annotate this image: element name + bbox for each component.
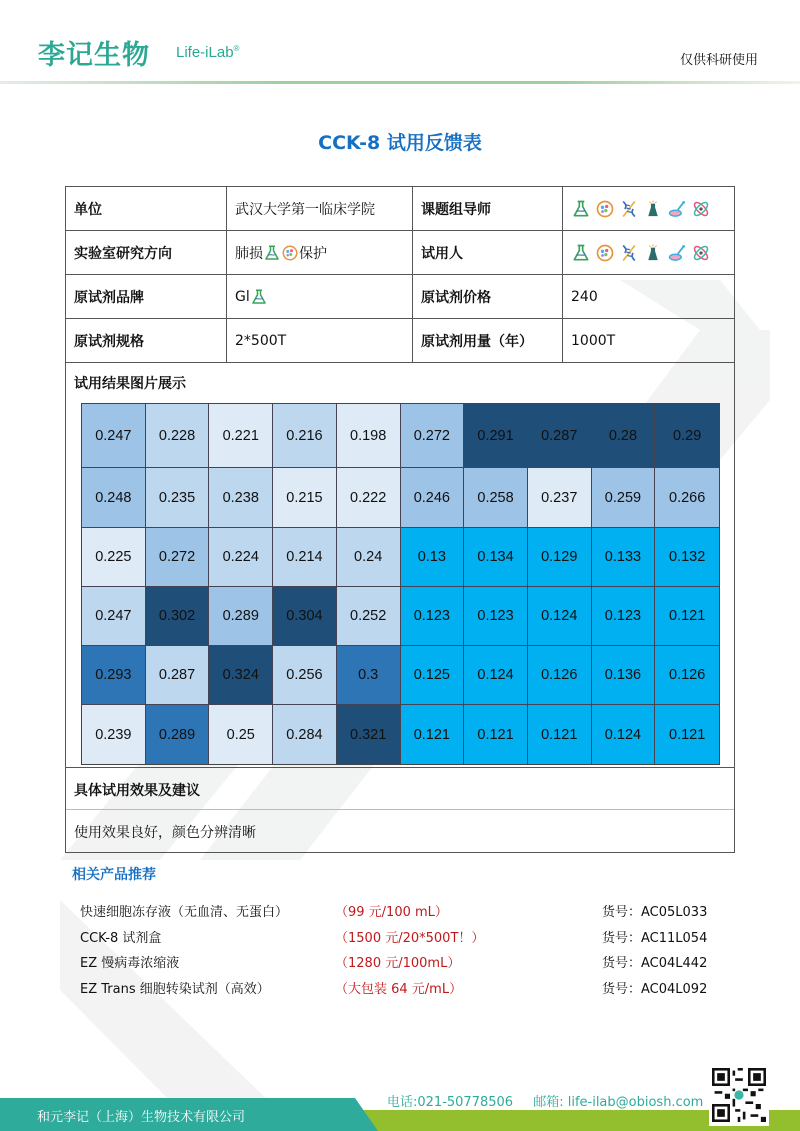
heatmap-cell: 0.222 xyxy=(337,468,401,528)
heatmap-cell: 0.133 xyxy=(592,528,656,587)
heatmap-cell: 0.304 xyxy=(273,587,337,646)
research-use-only-note: 仅供科研使用 xyxy=(679,53,758,68)
heatmap-cell: 0.239 xyxy=(82,705,146,764)
heatmap-cell: 0.121 xyxy=(401,705,465,764)
heatmap-cell: 0.13 xyxy=(401,528,465,587)
footer-email[interactable]: 邮箱: life-ilab@obiosh.com xyxy=(533,1095,704,1110)
heatmap-cell: 0.29 xyxy=(655,404,719,468)
product-code: 货号：AC04L442 xyxy=(602,956,708,972)
heatmap-cell: 0.124 xyxy=(592,705,656,764)
product-item xyxy=(80,898,740,924)
heatmap-cell: 0.324 xyxy=(209,646,273,705)
heatmap-cell: 0.289 xyxy=(209,587,273,646)
heatmap-cell: 0.216 xyxy=(273,404,337,468)
heatmap-cell: 0.237 xyxy=(528,468,592,528)
heatmap-cell: 0.287 xyxy=(146,646,210,705)
heatmap-cell: 0.129 xyxy=(528,528,592,587)
label-research-direction: 实验室研究方向 xyxy=(66,231,227,274)
product-name: EZ 慢病毒浓缩液 xyxy=(80,956,180,972)
heatmap-cell: 0.246 xyxy=(401,468,465,528)
footer-company-name: 和元李记（上海）生物技术有限公司 xyxy=(37,1110,246,1125)
product-price: （大包装 64 元/mL） xyxy=(335,981,463,997)
beaker-icon xyxy=(643,243,663,263)
results-label: 试用结果图片展示 xyxy=(74,376,186,392)
heatmap-cell: 0.284 xyxy=(273,705,337,764)
heatmap-cell: 0.247 xyxy=(82,587,146,646)
label-annual-usage: 原试剂用量（年） xyxy=(413,319,563,362)
heatmap-cell: 0.126 xyxy=(655,646,719,705)
flask-icon xyxy=(571,199,591,219)
advice-label: 具体试用效果及建议 xyxy=(66,768,734,810)
heatmap-cell: 0.221 xyxy=(209,404,273,468)
value-unit: 武汉大学第一临床学院 xyxy=(227,187,413,230)
brand-prefix: Gl xyxy=(235,288,250,305)
product-code: 货号：AC11L054 xyxy=(602,930,708,946)
page-title: CCK-8 试用反馈表 xyxy=(318,132,482,154)
heatmap-cell: 0.252 xyxy=(337,587,401,646)
product-item xyxy=(80,924,740,950)
heatmap-cell: 0.121 xyxy=(655,705,719,764)
heatmap-cell: 0.123 xyxy=(592,587,656,646)
heatmap-cell: 0.24 xyxy=(337,528,401,587)
heatmap-cell: 0.125 xyxy=(401,646,465,705)
brand-logo-cn: 李记生物 xyxy=(38,40,150,71)
cells-icon xyxy=(595,199,615,219)
heatmap-cell: 0.123 xyxy=(464,587,528,646)
atom-icon xyxy=(691,199,711,219)
label-original-price: 原试剂价格 xyxy=(413,275,563,318)
heatmap-cell: 0.256 xyxy=(273,646,337,705)
heatmap-cell: 0.259 xyxy=(592,468,656,528)
value-original-spec: 2*500T xyxy=(227,319,413,362)
product-item xyxy=(80,975,740,1001)
heatmap-cell: 0.3 xyxy=(337,646,401,705)
feedback-form-table xyxy=(65,186,735,853)
heatmap-cell: 0.225 xyxy=(82,528,146,587)
heatmap-cell: 0.121 xyxy=(464,705,528,764)
flask-icon xyxy=(263,244,281,262)
heatmap-cell: 0.291 xyxy=(464,404,528,468)
product-name: CCK-8 试剂盒 xyxy=(80,930,162,946)
heatmap-cell: 0.247 xyxy=(82,404,146,468)
heatmap-cell: 0.214 xyxy=(273,528,337,587)
heatmap-cell: 0.123 xyxy=(401,587,465,646)
heatmap-cell: 0.287 xyxy=(528,404,592,468)
footer-phone: 电话:021-50778506 xyxy=(387,1095,514,1110)
qr-code-icon xyxy=(712,1067,766,1123)
label-trial-user: 试用人 xyxy=(413,231,563,274)
form-row-research xyxy=(66,231,734,275)
footer-contact xyxy=(383,1091,707,1110)
product-name: EZ Trans 细胞转染试剂（高效） xyxy=(80,981,270,997)
value-annual-usage: 1000T xyxy=(571,332,616,349)
flask-icon xyxy=(250,288,268,306)
heatmap-cell: 0.258 xyxy=(464,468,528,528)
heatmap-cell: 0.132 xyxy=(655,528,719,587)
heatmap-cell: 0.321 xyxy=(337,705,401,764)
results-section xyxy=(66,363,734,768)
heatmap-cell: 0.272 xyxy=(146,528,210,587)
heatmap-cell: 0.224 xyxy=(209,528,273,587)
heatmap-cell: 0.124 xyxy=(528,587,592,646)
label-unit: 单位 xyxy=(66,187,227,230)
petri-dish-icon xyxy=(667,199,687,219)
advice-text: 使用效果良好，颜色分辨清晰 xyxy=(74,825,256,841)
label-original-brand: 原试剂品牌 xyxy=(66,275,227,318)
form-row-spec xyxy=(66,319,734,363)
brand-logo-en: Life-iLab® xyxy=(176,44,240,61)
page-footer xyxy=(0,1095,800,1131)
label-supervisor: 课题组导师 xyxy=(413,187,563,230)
atom-icon xyxy=(691,243,711,263)
cells-icon xyxy=(595,243,615,263)
heatmap-cell: 0.28 xyxy=(592,404,656,468)
label-original-spec: 原试剂规格 xyxy=(66,319,227,362)
heatmap-cell: 0.235 xyxy=(146,468,210,528)
heatmap-cell: 0.121 xyxy=(655,587,719,646)
heatmap-cell: 0.25 xyxy=(209,705,273,764)
heatmap-cell: 0.136 xyxy=(592,646,656,705)
cells-icon xyxy=(281,244,299,262)
form-row-unit xyxy=(66,187,734,231)
heatmap-cell: 0.248 xyxy=(82,468,146,528)
heatmap-cell: 0.126 xyxy=(528,646,592,705)
heatmap-cell: 0.272 xyxy=(401,404,465,468)
dna-icon xyxy=(619,199,639,219)
beaker-icon xyxy=(643,199,663,219)
value-trial-user xyxy=(563,231,734,274)
value-research-direction xyxy=(227,231,413,274)
heatmap-cell: 0.228 xyxy=(146,404,210,468)
product-code: 货号：AC04L092 xyxy=(602,981,708,997)
heatmap-cell: 0.289 xyxy=(146,705,210,764)
header-divider xyxy=(0,81,800,84)
product-price: （99 元/100 mL） xyxy=(335,905,448,921)
product-price: （1500 元/20*500T！） xyxy=(335,930,485,946)
heatmap-cell: 0.238 xyxy=(209,468,273,528)
heatmap-cell: 0.302 xyxy=(146,587,210,646)
heatmap-cell: 0.124 xyxy=(464,646,528,705)
heatmap-cell: 0.121 xyxy=(528,705,592,764)
research-prefix: 肺损 xyxy=(235,245,263,262)
heatmap-cell: 0.293 xyxy=(82,646,146,705)
page-header xyxy=(0,0,800,84)
product-code: 货号：AC05L033 xyxy=(602,905,708,921)
heatmap-cell: 0.198 xyxy=(337,404,401,468)
results-heatmap xyxy=(81,403,720,765)
product-price: （1280 元/100mL） xyxy=(335,956,461,972)
form-row-brand xyxy=(66,275,734,319)
value-original-price: 240 xyxy=(571,288,598,305)
related-products-list xyxy=(80,898,740,1000)
heatmap-cell: 0.215 xyxy=(273,468,337,528)
heatmap-cell: 0.134 xyxy=(464,528,528,587)
flask-icon xyxy=(571,243,591,263)
petri-dish-icon xyxy=(667,243,687,263)
value-supervisor xyxy=(563,187,734,230)
qr-code[interactable] xyxy=(709,1064,769,1126)
dna-icon xyxy=(619,243,639,263)
heatmap-cell: 0.266 xyxy=(655,468,719,528)
value-original-brand xyxy=(227,275,413,318)
research-suffix: 保护 xyxy=(299,245,327,262)
related-products-title: 相关产品推荐 xyxy=(72,867,156,883)
product-item xyxy=(80,949,740,975)
product-name: 快速细胞冻存液（无血清、无蛋白） xyxy=(80,905,289,921)
